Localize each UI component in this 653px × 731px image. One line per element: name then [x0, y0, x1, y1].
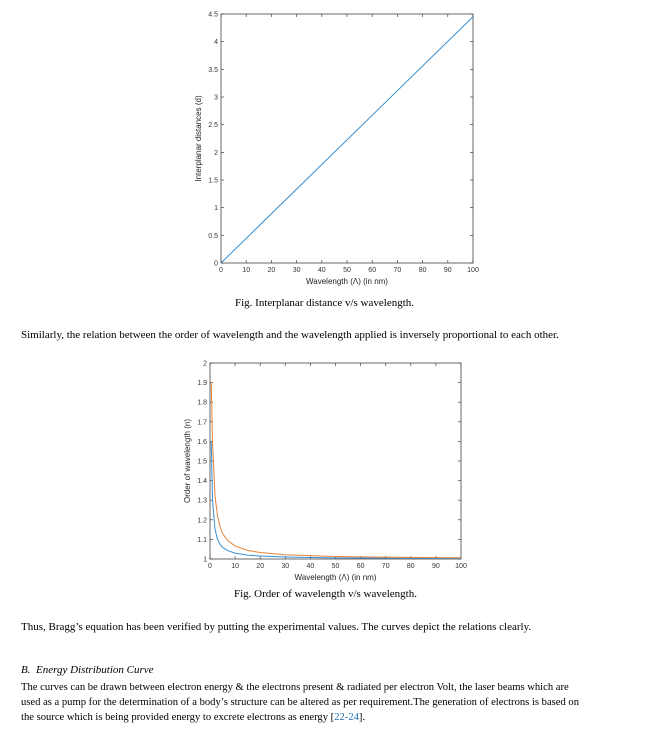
x-tick-label: 30: [281, 563, 290, 570]
y-tick-label: 1.6: [197, 438, 207, 446]
x-tick-label: 10: [242, 267, 251, 274]
y-tick-label: 1.4: [197, 478, 207, 486]
y-tick-label: 3.5: [208, 66, 218, 74]
x-tick-label: 70: [393, 267, 402, 274]
x-tick-label: 20: [267, 267, 276, 274]
x-tick-label: 70: [381, 563, 390, 570]
x-tick-label: 0: [219, 267, 223, 274]
x-tick-label: 40: [306, 563, 315, 570]
y-tick-label: 3: [214, 94, 218, 102]
x-axis-label: Wavelength (Λ) (in nm): [306, 277, 388, 286]
x-tick-label: 100: [467, 267, 479, 274]
plot-area: [210, 363, 461, 559]
x-tick-label: 50: [331, 563, 340, 570]
paragraph-line-2: used as a pump for the determination of a body’s structure can be altered as per requirement.The generation of electrons is based on: [21, 697, 580, 708]
x-tick-label: 60: [368, 267, 377, 274]
x-tick-label: 0: [208, 563, 212, 570]
y-tick-label: 0: [214, 260, 218, 268]
section-heading: [21, 664, 154, 676]
x-tick-label: 10: [231, 563, 239, 570]
y-tick-label: 1.9: [197, 380, 207, 388]
y-axis-label: Interplanar distances (d): [194, 95, 203, 182]
paragraph-line-3-text: the source which is being provided energy to excrete electrons as energy [: [21, 712, 335, 723]
section-title: Energy Distribution Curve: [35, 664, 154, 676]
x-tick-label: 60: [356, 563, 365, 570]
section-number: B.: [21, 664, 31, 676]
y-tick-label: 0.5: [208, 232, 218, 240]
x-tick-label: 20: [256, 563, 265, 570]
x-tick-label: 90: [443, 267, 452, 274]
y-tick-label: 2: [214, 149, 218, 157]
y-tick-label: 1.1: [197, 536, 207, 544]
x-tick-label: 80: [406, 563, 415, 570]
citation-link[interactable]: 22-24: [334, 712, 359, 723]
y-tick-label: 4: [214, 39, 218, 47]
figure-caption-1: Fig. Interplanar distance v/s wavelength.: [235, 297, 415, 309]
y-tick-label: 2.5: [208, 122, 218, 130]
paragraph-line-3: [21, 710, 641, 725]
y-tick-label: 1.7: [197, 419, 207, 427]
paragraph-energy-distribution: [21, 680, 641, 725]
paragraph-bragg-verified: Thus, Bragg’s equation has been verified by putting the experimental values. The curves depict the relations clearly.: [21, 621, 532, 633]
y-tick-label: 1: [214, 205, 218, 213]
y-tick-label: 1.2: [197, 517, 207, 525]
paragraph-inverse-relation: Similarly, the relation between the order of wavelength and the wavelength applied is inversely proportional to each other.: [21, 329, 559, 341]
x-axis-label: Wavelength (Λ) (in nm): [294, 573, 377, 582]
figure-caption-2: Fig. Order of wavelength v/s wavelength.: [234, 588, 417, 600]
y-tick-label: 1.5: [208, 177, 218, 185]
y-tick-label: 2: [203, 360, 207, 368]
paragraph-line-3-end: ].: [358, 712, 366, 723]
x-tick-label: 30: [292, 267, 301, 274]
y-tick-label: 1.5: [197, 458, 207, 466]
y-tick-label: 4.5: [208, 11, 218, 19]
y-tick-label: 1.8: [197, 399, 207, 407]
y-tick-label: 1.3: [197, 497, 207, 505]
x-tick-label: 90: [432, 563, 440, 570]
x-tick-label: 50: [343, 267, 351, 274]
y-tick-label: 1: [203, 556, 207, 564]
paragraph-line-1: The curves can be drawn between electron energy & the electrons present & radiated per electron Volt, the laser beams which are: [21, 682, 569, 693]
x-tick-label: 40: [317, 267, 326, 274]
x-tick-label: 100: [455, 563, 467, 570]
y-axis-label: Order of wavelength (n): [183, 418, 192, 504]
x-tick-label: 80: [418, 267, 427, 274]
